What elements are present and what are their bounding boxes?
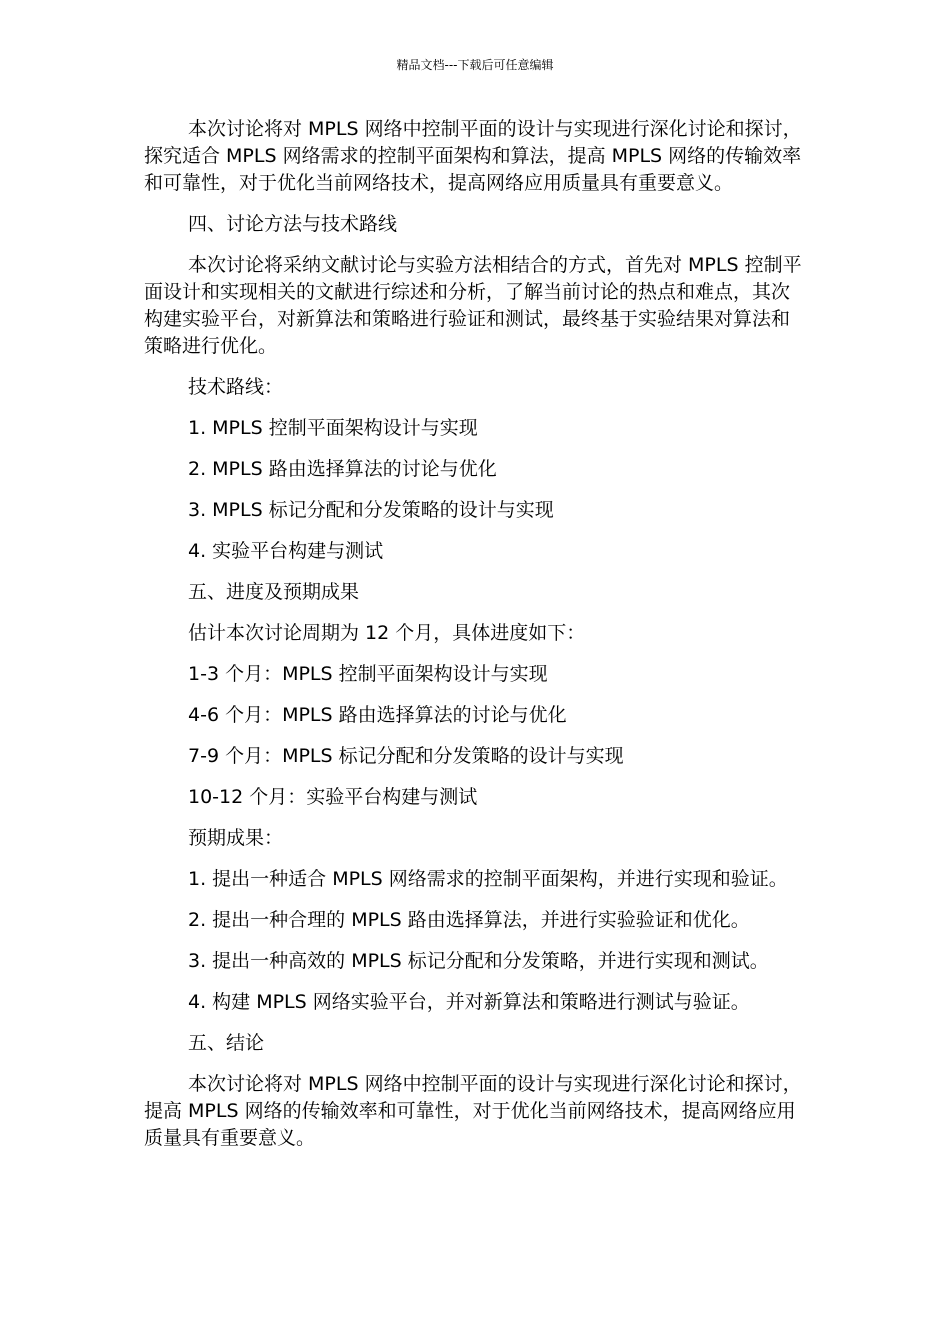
schedule-item: 4-6 个月：MPLS 路由选择算法的讨论与优化 — [188, 704, 567, 726]
schedule-item: 10-12 个月：实验平台构建与测试 — [188, 786, 478, 808]
route-item: 2. MPLS 路由选择算法的讨论与优化 — [188, 458, 497, 480]
page-header: 精品文档---下载后可任意编辑 — [396, 58, 554, 72]
result-item: 4. 构建 MPLS 网络实验平台，并对新算法和策略进行测试与验证。 — [188, 991, 750, 1013]
paragraph-methods: 本次讨论将采纳文献讨论与实验方法相结合的方式，首先对 MPLS 控制平面设计和实现相关的文献进行综述和分析，了解当前讨论的热点和难点，其次构建实验平台，对新算法和策略进行验证和测试，最终基于实验结果对算法和策略进行优化。 — [144, 254, 802, 357]
schedule-intro: 估计本次讨论周期为 12 个月，具体进度如下： — [188, 622, 586, 644]
document-body — [144, 116, 808, 1152]
route-item: 1. MPLS 控制平面架构设计与实现 — [188, 417, 478, 439]
schedule-item: 7-9 个月：MPLS 标记分配和分发策略的设计与实现 — [188, 745, 624, 767]
section-heading-methods: 四、讨论方法与技术路线 — [188, 213, 398, 235]
paragraph-conclusion: 本次讨论将对 MPLS 网络中控制平面的设计与实现进行深化讨论和探讨，提高 MPLS 网络的传输效率和可靠性，对于优化当前网络技术，提高网络应用质量具有重要意义。 — [144, 1073, 802, 1149]
result-item: 3. 提出一种高效的 MPLS 标记分配和分发策略，并进行实现和测试。 — [188, 950, 769, 972]
section-heading-conclusion: 五、结论 — [188, 1032, 265, 1054]
route-item: 4. 实验平台构建与测试 — [188, 540, 384, 562]
schedule-item: 1-3 个月：MPLS 控制平面架构设计与实现 — [188, 663, 548, 685]
result-item: 1. 提出一种适合 MPLS 网络需求的控制平面架构，并进行实现和验证。 — [188, 868, 788, 890]
result-item: 2. 提出一种合理的 MPLS 路由选择算法，并进行实验验证和优化。 — [188, 909, 750, 931]
route-item: 3. MPLS 标记分配和分发策略的设计与实现 — [188, 499, 554, 521]
section-heading-schedule: 五、进度及预期成果 — [188, 581, 360, 603]
results-label: 预期成果： — [188, 827, 284, 849]
route-label: 技术路线： — [188, 376, 284, 398]
paragraph-intro: 本次讨论将对 MPLS 网络中控制平面的设计与实现进行深化讨论和探讨，探究适合 MPLS 网络需求的控制平面架构和算法，提高 MPLS 网络的传输效率和可靠性，对于优化当前网络技术，提高网络应用质量具有重要意义。 — [144, 118, 802, 194]
